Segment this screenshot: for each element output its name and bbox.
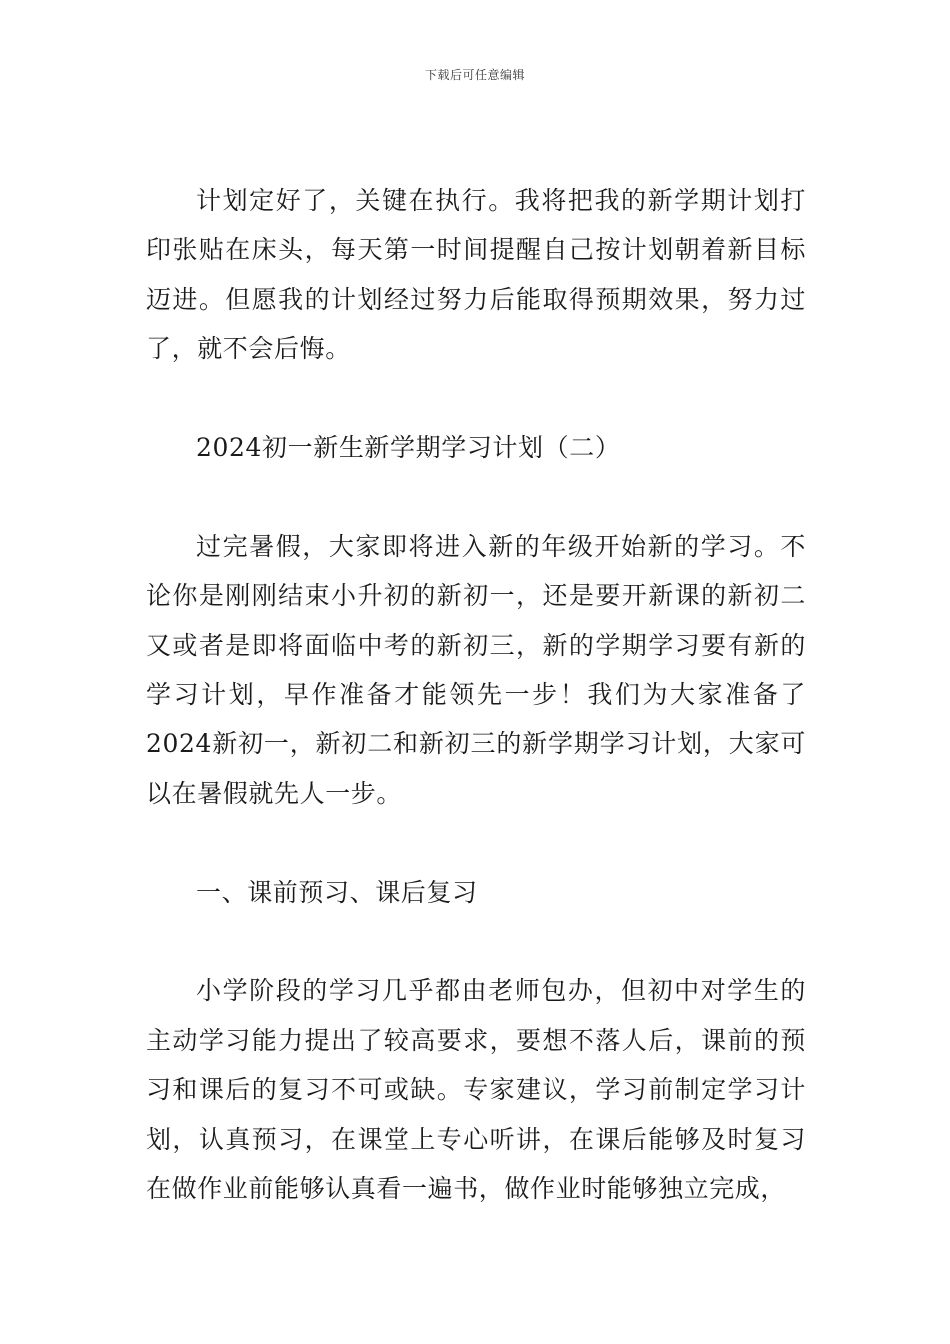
document-body bbox=[146, 176, 806, 1213]
paragraph-intro: 过完暑假，大家即将进入新的年级开始新的学习。不论你是刚刚结束小升初的新初一，还是要开新课的新初二又或者是即将面临中考的新初三，新的学期学习要有新的学习计划，早作准备才能领先一步！我们为大家准备了2024新初一，新初二和新初三的新学期学习计划，大家可以在暑假就先人一步。 bbox=[146, 531, 806, 808]
header-note: 下载后可任意编辑 bbox=[424, 68, 525, 82]
paragraph-spacer bbox=[146, 472, 806, 521]
article-title: 2024初一新生新学期学习计划（二） bbox=[196, 433, 621, 463]
section-heading-preview-review: 一、课前预习、课后复习 bbox=[196, 877, 478, 907]
paragraph-spacer bbox=[146, 374, 806, 423]
paragraph-spacer bbox=[146, 818, 806, 867]
paragraph-preview-review: 小学阶段的学习几乎都由老师包办，但初中对学生的主动学习能力提出了较高要求，要想不落人后，课前的预习和课后的复习不可或缺。专家建议，学习前制定学习计划，认真预习，在课堂上专心听讲，在课后能够及时复习在做作业前能够认真看一遍书，做作业时能够独立完成， bbox=[146, 976, 806, 1204]
paragraph-plan-execution: 计划定好了，关键在执行。我将把我的新学期计划打印张贴在床头，每天第一时间提醒自己按计划朝着新目标迈进。但愿我的计划经过努力后能取得预期效果，努力过了，就不会后悔。 bbox=[146, 186, 806, 364]
paragraph-spacer bbox=[146, 917, 806, 966]
